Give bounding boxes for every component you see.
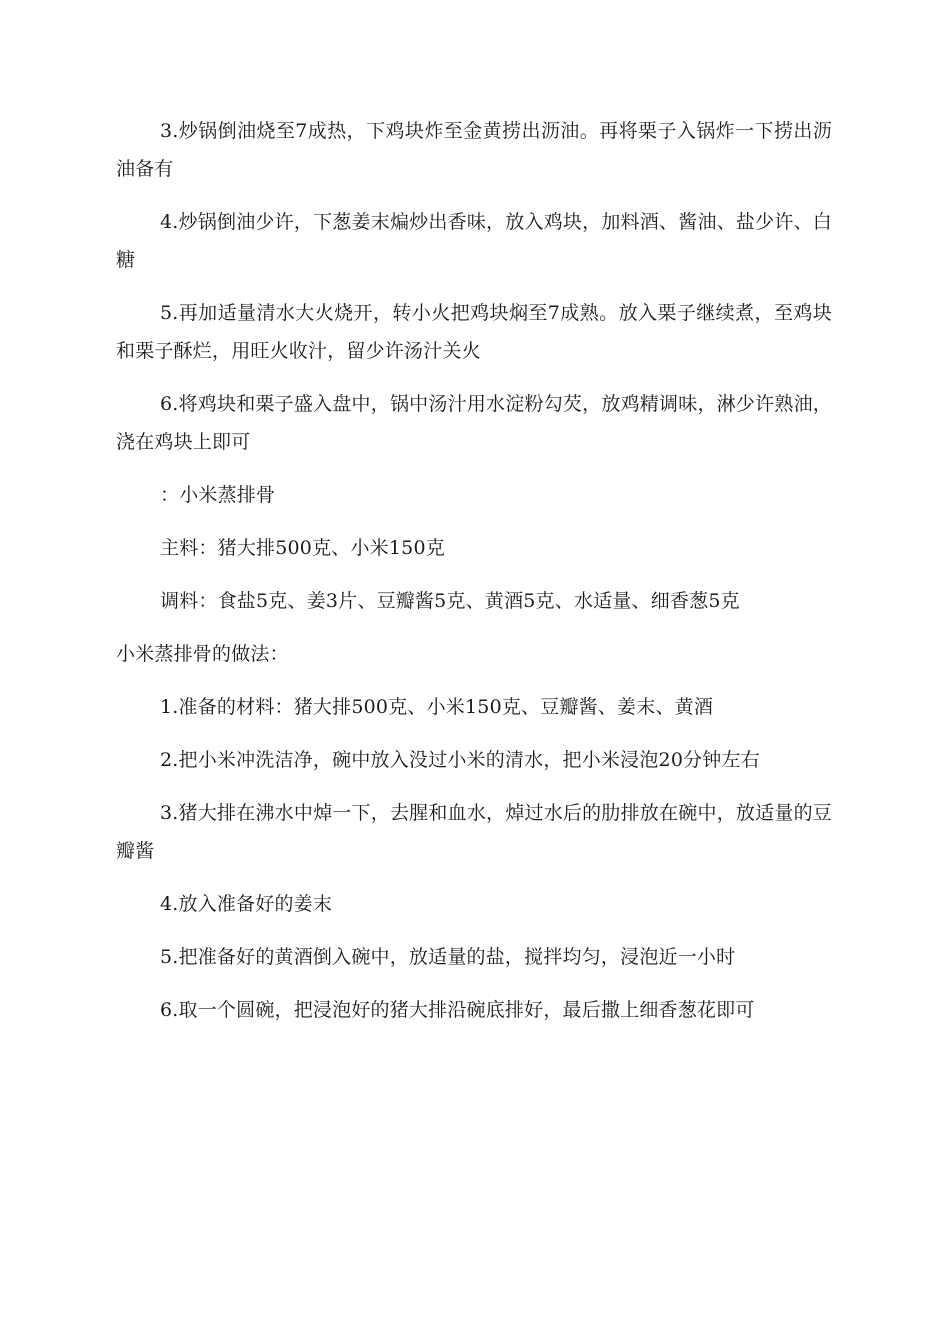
method-step-1: 1.准备的材料：猪大排500克、小米150克、豆瓣酱、姜末、黄酒 (160, 696, 714, 718)
seasonings: 调料：食盐5克、姜3片、豆瓣酱5克、黄酒5克、水适量、细香葱5克 (160, 590, 740, 612)
step-3-fry-chicken: 3.炒锅倒油烧至7成热，下鸡块炸至金黄捞出沥油。再将栗子入锅炸一下捞出沥油备有 (116, 120, 832, 180)
method-step-6: 6.取一个圆碗，把浸泡好的猪大排沿碗底排好，最后撒上细香葱花即可 (160, 999, 755, 1021)
step-4-stir-fry: 4.炒锅倒油少许，下葱姜末煸炒出香味，放入鸡块，加料酒、酱油、盐少许、白糖 (116, 211, 832, 271)
step-5-simmer: 5.再加适量清水大火烧开，转小火把鸡块焖至7成熟。放入栗子继续煮，至鸡块和栗子酥烂，用旺火收汁，留少许汤汁关火 (116, 302, 832, 362)
method-step-5: 5.把准备好的黄酒倒入碗中，放适量的盐，搅拌均匀，浸泡近一小时 (160, 946, 736, 968)
document-body (116, 112, 832, 1044)
recipe-title: ：小米蒸排骨 (160, 484, 276, 506)
method-step-2: 2.把小米冲洗洁净，碗中放入没过小米的清水，把小米浸泡20分钟左右 (160, 749, 760, 771)
method-step-4: 4.放入准备好的姜末 (160, 893, 333, 915)
method-step-3: 3.猪大排在沸水中焯一下，去腥和血水，焯过水后的肋排放在碗中，放适量的豆瓣酱 (116, 802, 832, 862)
main-ingredients: 主料：猪大排500克、小米150克 (160, 537, 445, 559)
method-heading: 小米蒸排骨的做法： (116, 643, 289, 665)
step-6-plate: 6.将鸡块和栗子盛入盘中，锅中汤汁用水淀粉勾芡，放鸡精调味，淋少许熟油，浇在鸡块上即可 (116, 393, 832, 453)
